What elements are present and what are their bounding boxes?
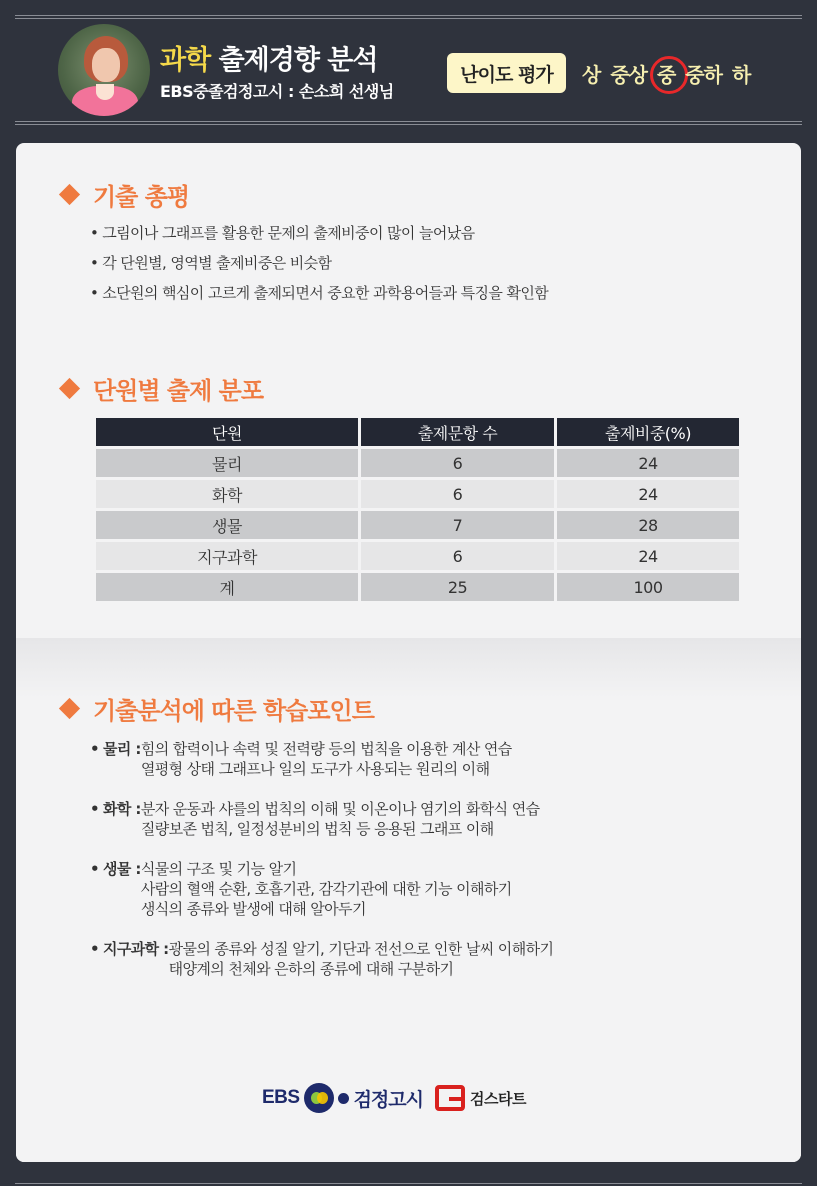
cell-unit: 계 [96, 573, 358, 601]
cell-ratio: 100 [557, 573, 739, 601]
cell-unit: 물리 [96, 449, 358, 477]
page-subtitle: EBS중졸검정고시 : 손소희 선생님 [160, 82, 394, 101]
ebs-logo-text: EBS [262, 1087, 300, 1108]
header-unit: 단원 [96, 418, 358, 446]
ebs-dot-icon [338, 1093, 349, 1104]
study-point-line: 질량보존 법칙, 일정성분비의 법칙 등 응용된 그래프 이해 [140, 820, 494, 838]
table-row [96, 511, 739, 539]
diamond-icon [59, 184, 80, 205]
cell-count: 25 [361, 573, 554, 601]
cell-count: 6 [361, 480, 554, 508]
distribution-title-text: 단원별 출제 분포 [93, 377, 263, 405]
header-count: 출제문항 수 [361, 418, 554, 446]
content-card [16, 143, 801, 1162]
summary-item: • 각 단원별, 영역별 출제비중은 비슷함 [90, 248, 548, 278]
study-point [90, 859, 553, 919]
gumstart-g-icon [435, 1085, 465, 1111]
cell-unit: 생물 [96, 511, 358, 539]
bullet-icon: • [90, 860, 99, 878]
study-point [90, 939, 553, 979]
study-point-line: 열평형 상태 그래프나 일의 도구가 사용되는 원리의 이해 [140, 760, 490, 778]
header-bottom-rule [15, 121, 802, 125]
table-header-row [96, 418, 739, 446]
title-accent: 과학 [160, 45, 211, 76]
study-point [90, 799, 553, 839]
diamond-icon [59, 378, 80, 399]
footer-rule [15, 1183, 802, 1184]
ebs-eye-icon [304, 1083, 334, 1113]
title-rest: 출제경향 분석 [210, 45, 378, 76]
study-point-label: 물리 : [103, 740, 141, 758]
footer-logos [262, 1081, 526, 1115]
table-row [96, 573, 739, 601]
study-point-line: 태양계의 천체와 은하의 종류에 대해 구분하기 [168, 960, 454, 978]
summary-title-text: 기출 총평 [93, 183, 190, 211]
cell-count: 6 [361, 542, 554, 570]
study-point-line: 생식의 종류와 발생에 대해 알아두기 [140, 900, 366, 918]
cell-ratio: 24 [557, 449, 739, 477]
difficulty-level: 중상 [610, 62, 647, 87]
bullet-icon: • [90, 800, 99, 818]
study-point-line: 광물의 종류와 성질 알기, 기단과 전선으로 인한 날씨 이해하기 [168, 940, 554, 958]
difficulty-level-selected: 중 [657, 59, 675, 88]
header-ratio: 출제비중(%) [557, 418, 739, 446]
study-point-line: 힘의 합력이나 속력 및 전력량 등의 법칙을 이용한 계산 연습 [140, 740, 512, 758]
study-point [90, 739, 553, 779]
diamond-icon [59, 698, 80, 719]
summary-list [90, 218, 548, 308]
study-points [90, 739, 553, 999]
bullet-icon: • [90, 740, 99, 758]
cell-count: 6 [361, 449, 554, 477]
difficulty-level: 하 [731, 62, 751, 87]
study-point-lines [141, 739, 512, 779]
study-point-line: 식물의 구조 및 기능 알기 [140, 860, 297, 878]
bullet-icon: • [90, 940, 99, 958]
study-point-label: 지구과학 : [103, 940, 169, 958]
study-point-lines [169, 939, 554, 979]
study-point-label: 화학 : [103, 800, 141, 818]
summary-item: • 소단원의 핵심이 고르게 출제되면서 중요한 과학용어들과 특징을 확인함 [90, 278, 548, 308]
table-row [96, 480, 739, 508]
header-top-rule [15, 15, 802, 19]
study-point-label: 생물 : [103, 860, 141, 878]
page-title [160, 38, 377, 77]
cell-count: 7 [361, 511, 554, 539]
points-title-text: 기출분석에 따른 학습포인트 [93, 697, 374, 725]
teacher-avatar [58, 24, 150, 116]
study-point-lines [141, 799, 540, 839]
cell-ratio: 24 [557, 480, 739, 508]
study-point-lines [141, 859, 512, 919]
cell-unit: 지구과학 [96, 542, 358, 570]
exam-logo-text: 검정고시 [353, 1088, 423, 1111]
difficulty-levels [582, 55, 750, 91]
cell-ratio: 24 [557, 542, 739, 570]
summary-section-title [58, 177, 189, 212]
study-point-line: 사람의 혈액 순환, 호흡기관, 감각기관에 대한 기능 이해하기 [140, 880, 512, 898]
gumstart-logo-text: 검스타트 [470, 1089, 526, 1108]
distribution-section-title [58, 371, 263, 406]
cell-unit: 화학 [96, 480, 358, 508]
study-point-line: 분자 운동과 샤를의 법칙의 이해 및 이온이나 염기의 화학식 연습 [140, 800, 540, 818]
points-section-title [58, 691, 374, 726]
cell-ratio: 28 [557, 511, 739, 539]
summary-item: • 그림이나 그래프를 활용한 문제의 출제비중이 많이 늘어났음 [90, 218, 548, 248]
table-row [96, 449, 739, 477]
table-row [96, 542, 739, 570]
distribution-table [93, 415, 742, 604]
difficulty-level: 중하 [685, 62, 722, 87]
difficulty-level: 상 [582, 62, 601, 87]
difficulty-badge: 난이도 평가 [447, 53, 566, 93]
